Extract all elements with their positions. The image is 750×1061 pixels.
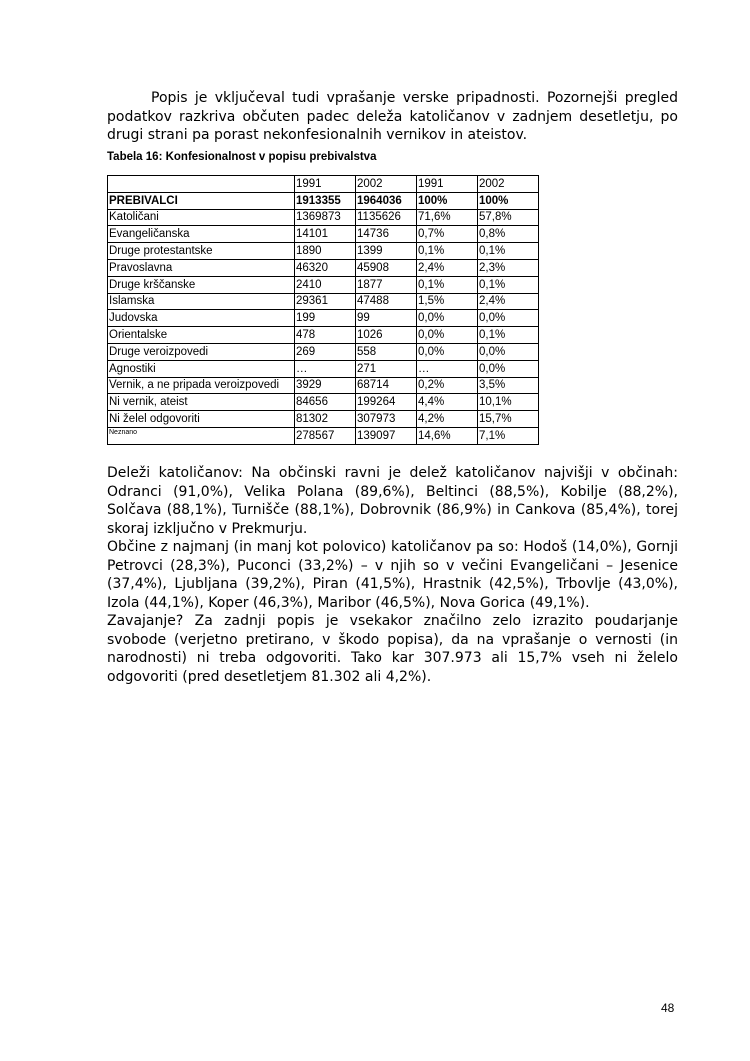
value-cell: 1369873	[295, 209, 356, 226]
paragraph-catholic-share-low: Občine z najmanj (in manj kot polovico) katoličanov pa so: Hodoš (14,0%), Gornji Petrovci (28,3%), Puconci (33,2%) – v njih so v večini Evangeličani – Jesenice (37,4%), Ljubljana (39,2%), Piran (41,5%), Hrastnik (42,5%), Trbovlje (43,0%), Izola (44,1%), Koper (46,3%), Maribor (46,5%), Nova Gorica (49,1%).	[107, 539, 678, 611]
row-label-cell: Neznano	[108, 427, 295, 444]
value-cell: 1913355	[295, 192, 356, 209]
value-cell: 84656	[295, 394, 356, 411]
row-label-cell: Judovska	[108, 310, 295, 327]
value-cell: 57,8%	[478, 209, 539, 226]
value-cell: 139097	[356, 427, 417, 444]
table-row	[108, 209, 539, 226]
value-cell: 0,1%	[478, 327, 539, 344]
paragraph-misleading: Zavajanje? Za zadnji popis je vsekakor značilno zelo izrazito poudarjanje svobode (verjetno pretirano, v škodo popisa), da na vprašanje o vernosti (in narodnosti) ni treba odgovoriti. Tako kar 307.973 ali 15,7% vseh ni želelo odgovoriti (pred desetletjem 81.302 ali 4,2%).	[107, 613, 678, 685]
value-cell: 1877	[356, 276, 417, 293]
value-cell: 558	[356, 343, 417, 360]
row-label-cell: Druge veroizpovedi	[108, 343, 295, 360]
value-cell: 0,0%	[478, 360, 539, 377]
table-row	[108, 310, 539, 327]
value-cell: 4,4%	[417, 394, 478, 411]
table-row	[108, 327, 539, 344]
value-cell: 1135626	[356, 209, 417, 226]
value-cell: 0,7%	[417, 226, 478, 243]
header-cell	[108, 176, 295, 193]
value-cell: 100%	[478, 192, 539, 209]
table-row	[108, 192, 539, 209]
header-cell: 2002	[478, 176, 539, 193]
value-cell: 7,1%	[478, 427, 539, 444]
row-label-cell: Druge protestantske	[108, 243, 295, 260]
value-cell: 0,1%	[478, 243, 539, 260]
table-row	[108, 259, 539, 276]
value-cell: 0,2%	[417, 377, 478, 394]
value-cell: 81302	[295, 411, 356, 428]
header-cell: 2002	[356, 176, 417, 193]
table-body	[108, 176, 539, 445]
value-cell: 199264	[356, 394, 417, 411]
row-label-cell: Ni želel odgovoriti	[108, 411, 295, 428]
value-cell: 478	[295, 327, 356, 344]
value-cell: 14101	[295, 226, 356, 243]
row-label-cell: Islamska	[108, 293, 295, 310]
value-cell: …	[417, 360, 478, 377]
intro-paragraph: Popis je vključeval tudi vprašanje verske pripadnosti. Pozornejši pregled podatkov razkriva občuten padec deleža katoličanov v zadnjem desetletju, po drugi strani pa porast nekonfesionalnih vernikov in ateistov.	[107, 90, 678, 143]
value-cell: 10,1%	[478, 394, 539, 411]
value-cell: 199	[295, 310, 356, 327]
value-cell: 46320	[295, 259, 356, 276]
value-cell: 0,1%	[478, 276, 539, 293]
value-cell: 3929	[295, 377, 356, 394]
row-label-cell: Vernik, a ne pripada veroizpovedi	[108, 377, 295, 394]
value-cell: 1964036	[356, 192, 417, 209]
table-row	[108, 226, 539, 243]
value-cell: 0,0%	[478, 343, 539, 360]
value-cell: 47488	[356, 293, 417, 310]
value-cell: 0,0%	[417, 327, 478, 344]
row-label-cell: PREBIVALCI	[108, 192, 295, 209]
value-cell: 2410	[295, 276, 356, 293]
value-cell: 0,0%	[417, 343, 478, 360]
value-cell: 4,2%	[417, 411, 478, 428]
table-row	[108, 411, 539, 428]
row-label-cell: Pravoslavna	[108, 259, 295, 276]
page-number: 48	[661, 1001, 675, 1015]
value-cell: 99	[356, 310, 417, 327]
value-cell: 0,0%	[478, 310, 539, 327]
table-caption: Tabela 16: Konfesionalnost v popisu prebivalstva	[107, 151, 377, 163]
table-row	[108, 343, 539, 360]
value-cell: 2,4%	[478, 293, 539, 310]
value-cell: 45908	[356, 259, 417, 276]
value-cell: 29361	[295, 293, 356, 310]
value-cell: 14736	[356, 226, 417, 243]
table-row	[108, 243, 539, 260]
table-row	[108, 293, 539, 310]
value-cell: 100%	[417, 192, 478, 209]
value-cell: 0,1%	[417, 243, 478, 260]
value-cell: 15,7%	[478, 411, 539, 428]
row-label-cell: Ni vernik, ateist	[108, 394, 295, 411]
header-cell: 1991	[295, 176, 356, 193]
value-cell: …	[295, 360, 356, 377]
value-cell: 307973	[356, 411, 417, 428]
row-label-cell: Agnostiki	[108, 360, 295, 377]
row-label-cell: Orientalske	[108, 327, 295, 344]
value-cell: 269	[295, 343, 356, 360]
row-label-cell: Druge krščanske	[108, 276, 295, 293]
value-cell: 1,5%	[417, 293, 478, 310]
header-cell: 1991	[417, 176, 478, 193]
table-row	[108, 377, 539, 394]
value-cell: 3,5%	[478, 377, 539, 394]
confession-table	[107, 175, 539, 445]
value-cell: 2,3%	[478, 259, 539, 276]
body-text	[107, 464, 678, 686]
value-cell: 68714	[356, 377, 417, 394]
table-row	[108, 394, 539, 411]
value-cell: 271	[356, 360, 417, 377]
value-cell: 0,0%	[417, 310, 478, 327]
row-label-cell: Katoličani	[108, 209, 295, 226]
value-cell: 1026	[356, 327, 417, 344]
table-header-row	[108, 176, 539, 193]
paragraph-catholic-share-high: Deleži katoličanov: Na občinski ravni je delež katoličanov najvišji v občinah: Odranci (91,0%), Velika Polana (89,6%), Beltinci (88,5%), Kobilje (88,2%), Solčava (88,1%), Turnišče (88,1%), Dobrovnik (86,9%) in Cankova (85,4%), torej skoraj izključno v Prekmurju.	[107, 465, 678, 537]
table-row	[108, 360, 539, 377]
row-label-cell: Evangeličanska	[108, 226, 295, 243]
value-cell: 2,4%	[417, 259, 478, 276]
table-row	[108, 427, 539, 444]
value-cell: 1890	[295, 243, 356, 260]
table-row	[108, 276, 539, 293]
value-cell: 14,6%	[417, 427, 478, 444]
value-cell: 0,8%	[478, 226, 539, 243]
value-cell: 278567	[295, 427, 356, 444]
value-cell: 0,1%	[417, 276, 478, 293]
value-cell: 71,6%	[417, 209, 478, 226]
value-cell: 1399	[356, 243, 417, 260]
